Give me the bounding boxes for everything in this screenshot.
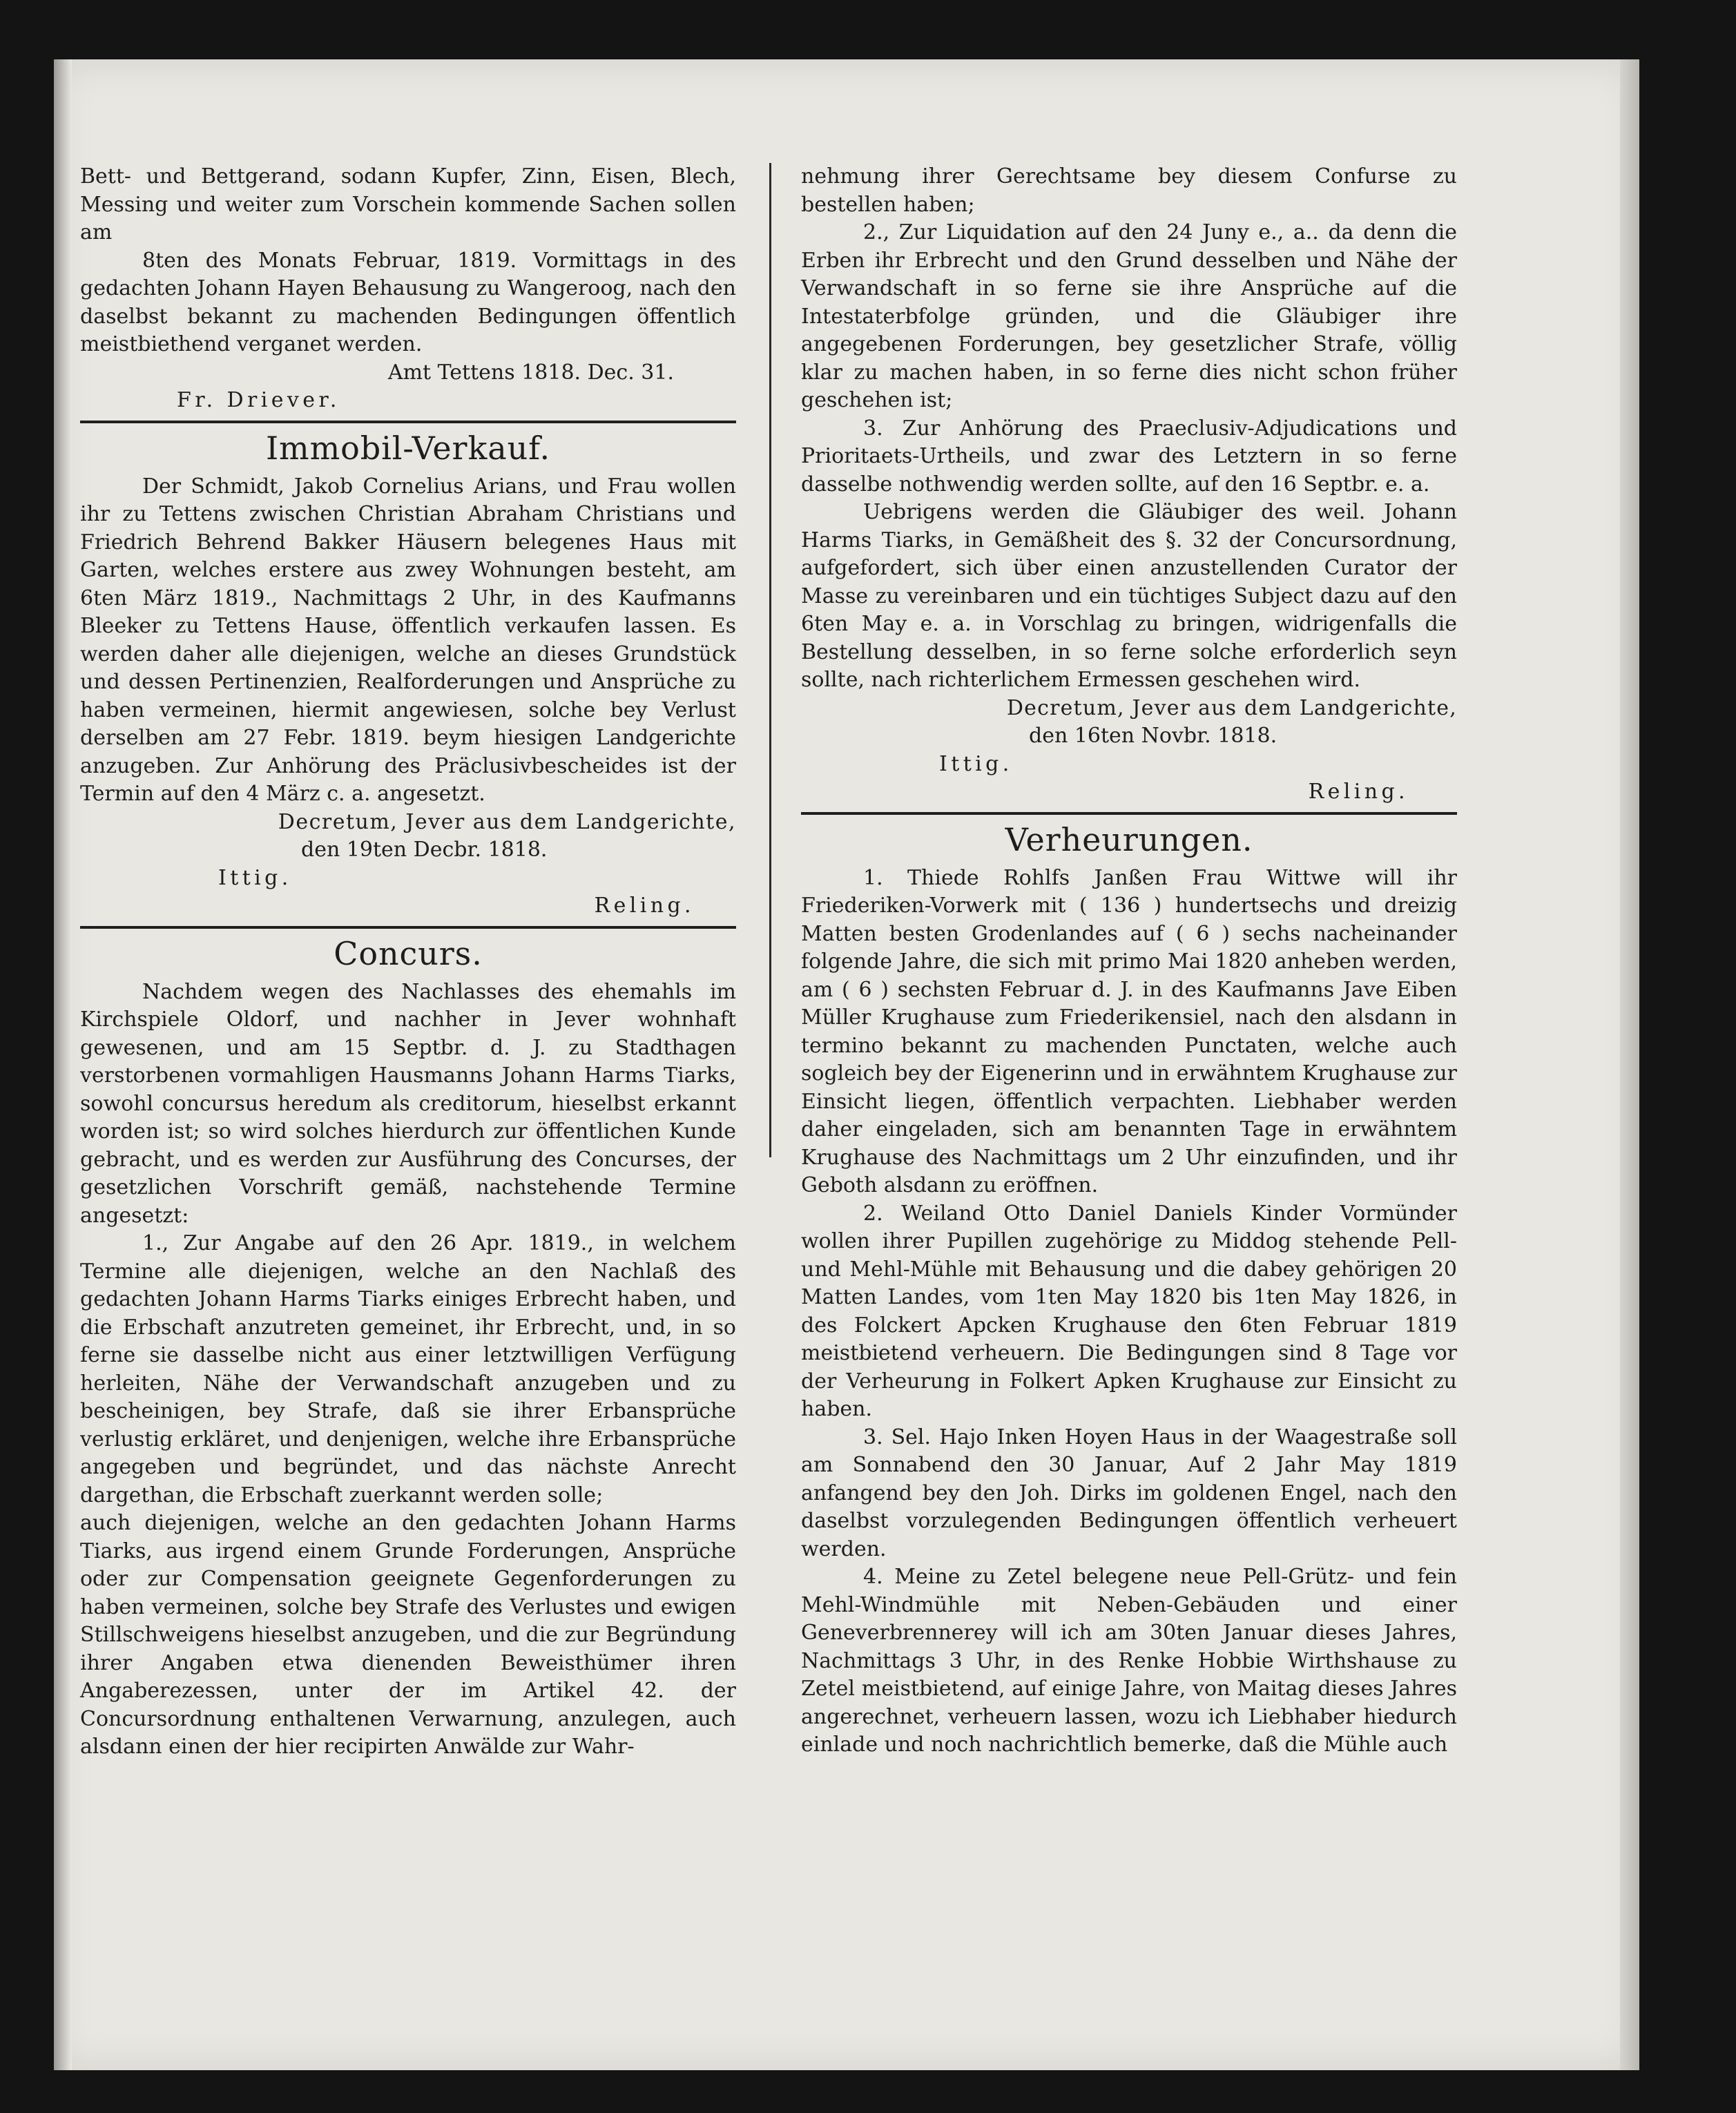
concurs-continuation: nehmung ihrer Gerechtsame bey diesem Confurse zu bestellen haben; [801,164,1457,217]
concurs-text: Nachdem wegen des Nachlasses des ehemahls im Kirchspiele Oldorf, und nachher in Jever wohnhaft gewesenen, und am 15 Septbr. d. J. zu Stadthagen verstorbenen vormahligen Hausmanns Johann Harms Tiarks, sowohl concursus heredum als creditorum, hieselbst erkannt worden ist; so wird solches hierdurch zur öffentlichen Kunde gebracht, und es werden zur Ausführung des Concurses, der gesetzlichen Vorschrift gemäß, nachstehende Termine angesetzt: [80,979,736,1228]
concurs-item-1: 1., Zur Angabe auf den 26 Apr. 1819., in welchem Termine alle diejenigen, welche an den Nachlaß des gedachten Johann Harms Tiarks einiges Erbrecht haben, und die Erbschaft anzutreten gemeinet, ihr Erbrecht, und, in so ferne sie dasselbe nicht aus einer letztwilligen Verfügung herleiten, Nähe der Verwandschaft anzugeben und zu bescheinigen, bey Strafe, daß sie ihrer Erbansprüche verlustig erkläret, und denjenigen, welche ihre Erbansprüche angegeben und begründet, und das nächste Anrecht dargethan, die Erbschaft zuerkannt werden solle; [80,1231,736,1507]
uebrigens-text: Uebrigens werden die Gläubiger des weil. Johann Harms Tiarks, in Gemäßheit des §. 32 der Concursordnung, aufgefordert, sich über einen anzustellenden Curator der Masse zu vereinbaren und ein tüchtiges Subject dazu auf den 6ten May e. a. in Vorschlag zu bringen, widrigenfalls die Bestellung desselben, in so ferne solche erforderlich seyn sollte, nach richterlichem Ermessen geschehen wird. [801,500,1457,692]
concurs-item-1b: auch diejenigen, welche an den gedachten Johann Harms Tiarks, aus irgend einem Grunde Forderungen, Ansprüche oder zur Compensation geeignete Gegenforderungen zu haben vermeinen, solche bey Strafe des Verlustes und ewigen Stillschweigens hieselbst anzugeben, und die zur Begründung ihrer Angaben etwa dienenden Beweisthümer ihren Angaberezessen, unter der im Artikel 42. der Concursordnung enthaltenen Verwarnung, anzulegen, auch alsdann einen der hier recipirten Anwälde zur Wahr- [80,1511,736,1759]
decretum-date: den 19ten Decbr. 1818. [301,838,548,862]
signature-row [801,751,1457,779]
signature-row [80,892,736,920]
signature-row [80,865,736,893]
verheurung-2: 2. Weiland Otto Daniel Daniels Kinder Vormünder wollen ihrer Pupillen zugehörige zu Middog stehende Pell- und Mehl-Mühle mit Behausung und die dabey gehörigen 20 Matten Landes, vom 1ten May 1820 bis 1ten May 1826, in des Folckert Apcken Krughause den 6ten Februar 1819 meistbietend verheuern. Die Bedingungen sind 8 Tage vor der Verheurung in Folkert Apken Krughause zur Einsicht zu haben. [801,1201,1457,1421]
concurs-item-3: 3. Zur Anhörung des Praeclusiv-Adjudications und Prioritaets-Urtheils, und zwar des Letztern in so ferne dasselbe nothwendig werden sollte, auf den 16 Septbr. e. a. [801,416,1457,496]
concurs-item-2: 2., Zur Liquidation auf den 24 Juny e., a.. da denn die Erben ihr Erbrecht und den Grund desselben und Nähe der Verwandschaft in so ferne sie ihre Ansprüche auf die Intestaterbfolge gründen, und die Gläubiger ihre angegebenen Forderungen, bey gesetzlicher Strafe, völlig klar zu machen haben, in so ferne dies nicht schon früher geschehen ist; [801,220,1457,412]
left-column [80,163,736,1762]
signature-ittig: Ittig. [218,865,292,890]
signature-reling: Reling. [594,894,695,918]
page-edge [1620,59,1639,2070]
signature-reling: Reling. [1308,780,1409,804]
amt-signature: Fr. Driever. [177,388,340,412]
decretum-line: Decretum, Jever aus dem Landgerichte, [1006,695,1457,720]
signature-ittig: Ittig. [939,751,1013,776]
auction-continuation: Bett- und Bettgerand, sodann Kupfer, Zinn, Eisen, Blech, Messing und weiter zum Vorschein kommende Sachen sollen am [80,164,736,244]
heading-concurs: Concurs. [334,934,483,972]
signature-row [801,778,1457,807]
section-rule [80,421,736,423]
heading-verheurungen: Verheurungen. [1005,820,1253,858]
verheurung-4: 4. Meine zu Zetel belegene neue Pell-Grütz- und fein Mehl-Windmühle mit Neben-Gebäuden und einer Geneverbrennerey will ich am 30ten Januar dieses Jahres, Nachmittags 3 Uhr, in des Renke Hobbie Wirthshause zu Zetel meistbietend, auf einige Jahre, von Maitag dieses Jahres angerechnet, verheuern lassen, wozu ich Liebhaber hiedurch einlade und noch nachrichtlich bemerke, daß die Mühle auch [801,1565,1457,1757]
auction-date-text: 8ten des Monats Februar, 1819. Vormittags in des gedachten Johann Hayen Behausung zu Wangeroog, nach den daselbst bekannt zu machenden Bedingungen öffentlich meistbiethend verganet werden. [80,248,736,356]
newspaper-page [54,59,1639,2070]
heading-immobil-verkauf: Immobil-Verkauf. [265,429,551,467]
verheurung-3: 3. Sel. Hajo Inken Hoyen Haus in der Waagestraße soll am Sonnabend den 30 Januar, Auf 2 Jahr May 1819 anfangend bey den Joh. Dirks im goldenen Engel, nach den daselbst vorzulegenden Bedingungen öffentlich verheuert werden. [801,1425,1457,1561]
column-divider [769,163,771,1157]
decretum-line: Decretum, Jever aus dem Landgerichte, [278,809,736,834]
right-column [801,163,1457,1759]
immobil-text: Der Schmidt, Jakob Cornelius Arians, und Frau wollen ihr zu Tettens zwischen Christian Abraham Christians und Friedrich Behrend Bakker Häusern belegenes Haus mit Garten, welches erstere aus zwey Wohnungen besteht, am 6ten März 1819., Nachmittags 2 Uhr, in des Kaufmanns Bleeker zu Tettens Hause, öffentlich verkaufen lassen. Es werden daher alle diejenigen, welche an dieses Grundstück und dessen Pertinenzien, Realforderungen und Ansprüche zu haben vermeinen, hiermit angewiesen, solche bey Verlust derselben am 27 Febr. 1819. beym hiesigen Landgerichte anzugeben. Zur Anhörung des Präclusivbescheides ist der Termin auf den 4 März c. a. angesetzt. [80,474,736,806]
decretum-date: den 16ten Novbr. 1818. [1029,724,1277,748]
verheurung-1: 1. Thiede Rohlfs Janßen Frau Wittwe will ihr Friederiken-Vorwerk mit ( 136 ) hundertsechs und dreizig Matten besten Grodenlandes auf ( 6 ) sechs nacheinander folgende Jahre, die sich mit primo Mai 1820 anheben werden, am ( 6 ) sechsten Februar d. J. in des Kaufmanns Jave Eiben Müller Krughause zum Friederikensiel, nach den alsdann in termino bekannt zu machenden Punctaten, welche auch sogleich bey der Eigenerinn und in erwähntem Krughause zur Einsicht liegen, öffentlich verpachten. Liebhaber werden daher eingeladen, sich am benannten Tage in erwähntem Krughause des Nachmittags um 2 Uhr einzufinden, und ihr Geboth alsdann zu eröffnen. [801,865,1457,1197]
section-rule [801,812,1457,815]
section-rule [80,926,736,929]
amt-date-line: Amt Tettens 1818. Dec. 31. [387,360,674,385]
